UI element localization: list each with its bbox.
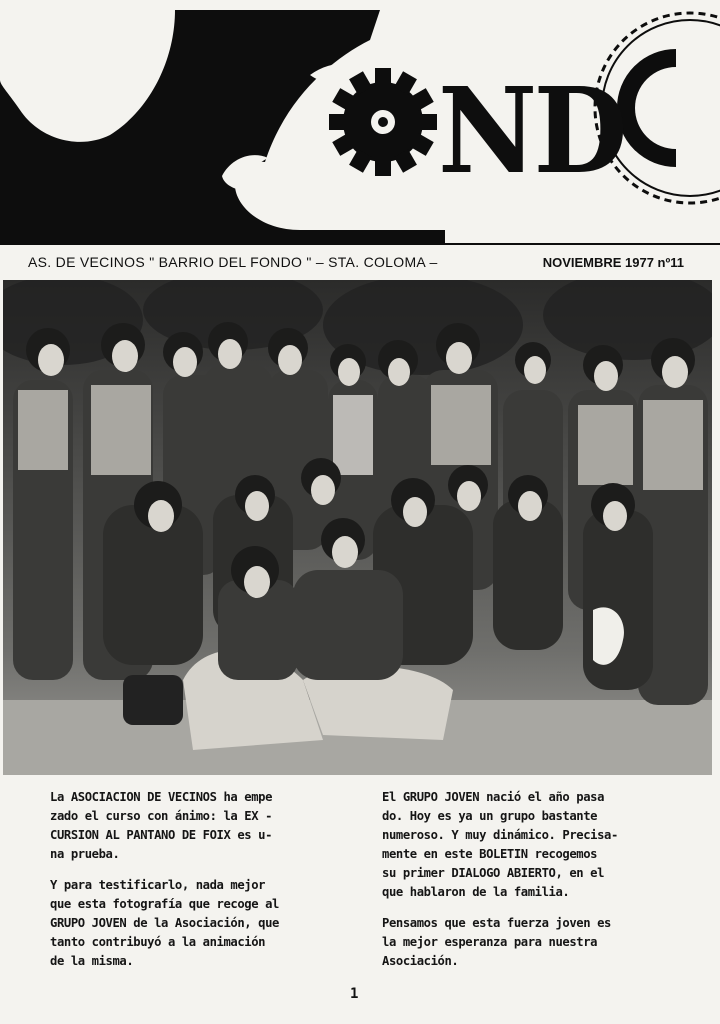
page-number: 1 bbox=[350, 986, 359, 1002]
article-paragraph: Pensamos que esta fuerza joven es la mejor esperanza para nuestra Asociación. bbox=[382, 916, 611, 968]
group-photo-image bbox=[3, 280, 712, 775]
article-left-column bbox=[50, 788, 350, 983]
article-right-column bbox=[382, 788, 682, 983]
issue-date: NOVIEMBRE 1977 nº11 bbox=[542, 255, 684, 270]
info-bar bbox=[28, 254, 698, 278]
article-paragraph: Y para testificarlo, nada mejor que esta fotografía que recoge al GRUPO JOVEN de la Asociación, que tanto contribuyó a la animación de la misma. bbox=[50, 878, 279, 968]
association-name: AS. DE VECINOS " BARRIO DEL FONDO " – STA. COLOMA – bbox=[28, 254, 438, 270]
masthead bbox=[0, 0, 720, 250]
gear-icon bbox=[329, 68, 437, 176]
article-paragraph: La ASOCIACION DE VECINOS ha empe zado el curso con ánimo: la EX - CURSION AL PANTANO DE FOIX es u- na prueba. bbox=[50, 790, 272, 861]
masthead-title-letters: ND bbox=[438, 61, 625, 200]
article-paragraph: El GRUPO JOVEN nació el año pasa do. Hoy es ya un grupo bastante numeroso. Y muy dinámico. Precisa- mente en este BOLETIN recogemos su primer DIALOGO ABIERTO, en el que hablaron de la familia. bbox=[382, 790, 618, 899]
group-photo bbox=[3, 280, 712, 775]
